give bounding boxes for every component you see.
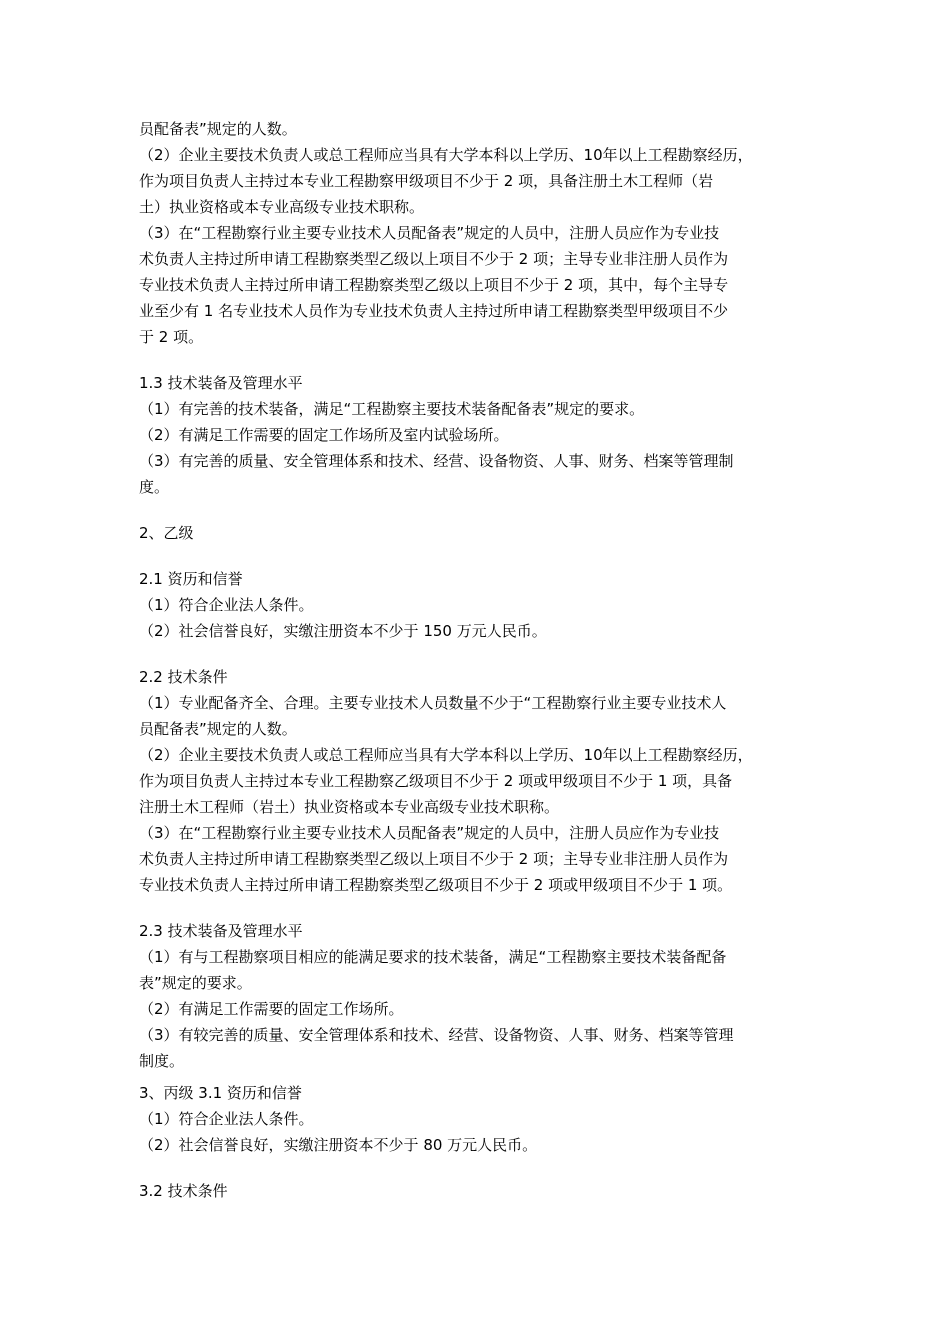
text-line: 土）执业资格或本专业高级专业技术职称。	[139, 198, 425, 216]
text-line: （2）企业主要技术负责人或总工程师应当具有大学本科以上学历、10年以上工程勘察经历，	[139, 746, 753, 764]
paragraph-gap	[139, 350, 839, 370]
text-line: （2）社会信誉良好，实缴注册资本不少于 80 万元人民币。	[139, 1136, 538, 1154]
text-line: 员配备表”规定的人数。	[139, 720, 297, 738]
section-heading: 3.2 技术条件	[139, 1182, 228, 1200]
text-line: 制度。	[139, 1052, 185, 1070]
text-line: 注册土木工程师（岩土）执业资格或本专业高级专业技术职称。	[139, 798, 560, 816]
section-heading: 2.2 技术条件	[139, 668, 228, 686]
section-heading: 2.3 技术装备及管理水平	[139, 922, 303, 940]
text-line: （2）企业主要技术负责人或总工程师应当具有大学本科以上学历、10年以上工程勘察经历，	[139, 146, 753, 164]
text-line: 专业技术负责人主持过所申请工程勘察类型乙级项目不少于 2 项或甲级项目不少于 1 项。	[139, 876, 733, 894]
text-line: （1）有与工程勘察项目相应的能满足要求的技术装备，满足“工程勘察主要技术装备配备	[139, 948, 727, 966]
text-line: 业至少有 1 名专业技术人员作为专业技术负责人主持过所申请工程勘察类型甲级项目不少	[139, 302, 729, 320]
section-heading: 2.1 资历和信誉	[139, 570, 243, 588]
section-heading: 2、乙级	[139, 524, 194, 542]
document-page	[139, 116, 839, 1204]
paragraph-gap	[139, 898, 839, 918]
text-line: （2）有满足工作需要的固定工作场所及室内试验场所。	[139, 426, 509, 444]
text-line: 度。	[139, 478, 170, 496]
text-line: 表”规定的要求。	[139, 974, 252, 992]
section-heading: 1.3 技术装备及管理水平	[139, 374, 303, 392]
text-line: 术负责人主持过所申请工程勘察类型乙级以上项目不少于 2 项；主导专业非注册人员作为	[139, 250, 729, 268]
text-line: （1）符合企业法人条件。	[139, 596, 314, 614]
text-line: （2）有满足工作需要的固定工作场所。	[139, 1000, 404, 1018]
text-line: （1）符合企业法人条件。	[139, 1110, 314, 1128]
text-line: 员配备表”规定的人数。	[139, 120, 297, 138]
text-line: 作为项目负责人主持过本专业工程勘察甲级项目不少于 2 项，具备注册土木工程师（岩	[139, 172, 714, 190]
text-line: （2）社会信誉良好，实缴注册资本不少于 150 万元人民币。	[139, 622, 547, 640]
text-line: 术负责人主持过所申请工程勘察类型乙级以上项目不少于 2 项；主导专业非注册人员作为	[139, 850, 729, 868]
text-line: 于 2 项。	[139, 328, 204, 346]
paragraph-gap	[139, 546, 839, 566]
text-line: （3）有完善的质量、安全管理体系和技术、经营、设备物资、人事、财务、档案等管理制	[139, 452, 734, 470]
text-line: （1）专业配备齐全、合理。主要专业技术人员数量不少于“工程勘察行业主要专业技术人	[139, 694, 727, 712]
text-line: （1）有完善的技术装备，满足“工程勘察主要技术装备配备表”规定的要求。	[139, 400, 645, 418]
text-line: 作为项目负责人主持过本专业工程勘察乙级项目不少于 2 项或甲级项目不少于 1 项，具备	[139, 772, 733, 790]
paragraph-gap	[139, 500, 839, 520]
paragraph-gap	[139, 644, 839, 664]
text-line: （3）在“工程勘察行业主要专业技术人员配备表”规定的人员中，注册人员应作为专业技	[139, 224, 720, 242]
text-line: 专业技术负责人主持过所申请工程勘察类型乙级以上项目不少于 2 项，其中，每个主导专	[139, 276, 729, 294]
paragraph-gap	[139, 1158, 839, 1178]
section-heading: 3、丙级 3.1 资历和信誉	[139, 1084, 302, 1102]
text-line: （3）有较完善的质量、安全管理体系和技术、经营、设备物资、人事、财务、档案等管理	[139, 1026, 734, 1044]
text-line: （3）在“工程勘察行业主要专业技术人员配备表”规定的人员中，注册人员应作为专业技	[139, 824, 720, 842]
